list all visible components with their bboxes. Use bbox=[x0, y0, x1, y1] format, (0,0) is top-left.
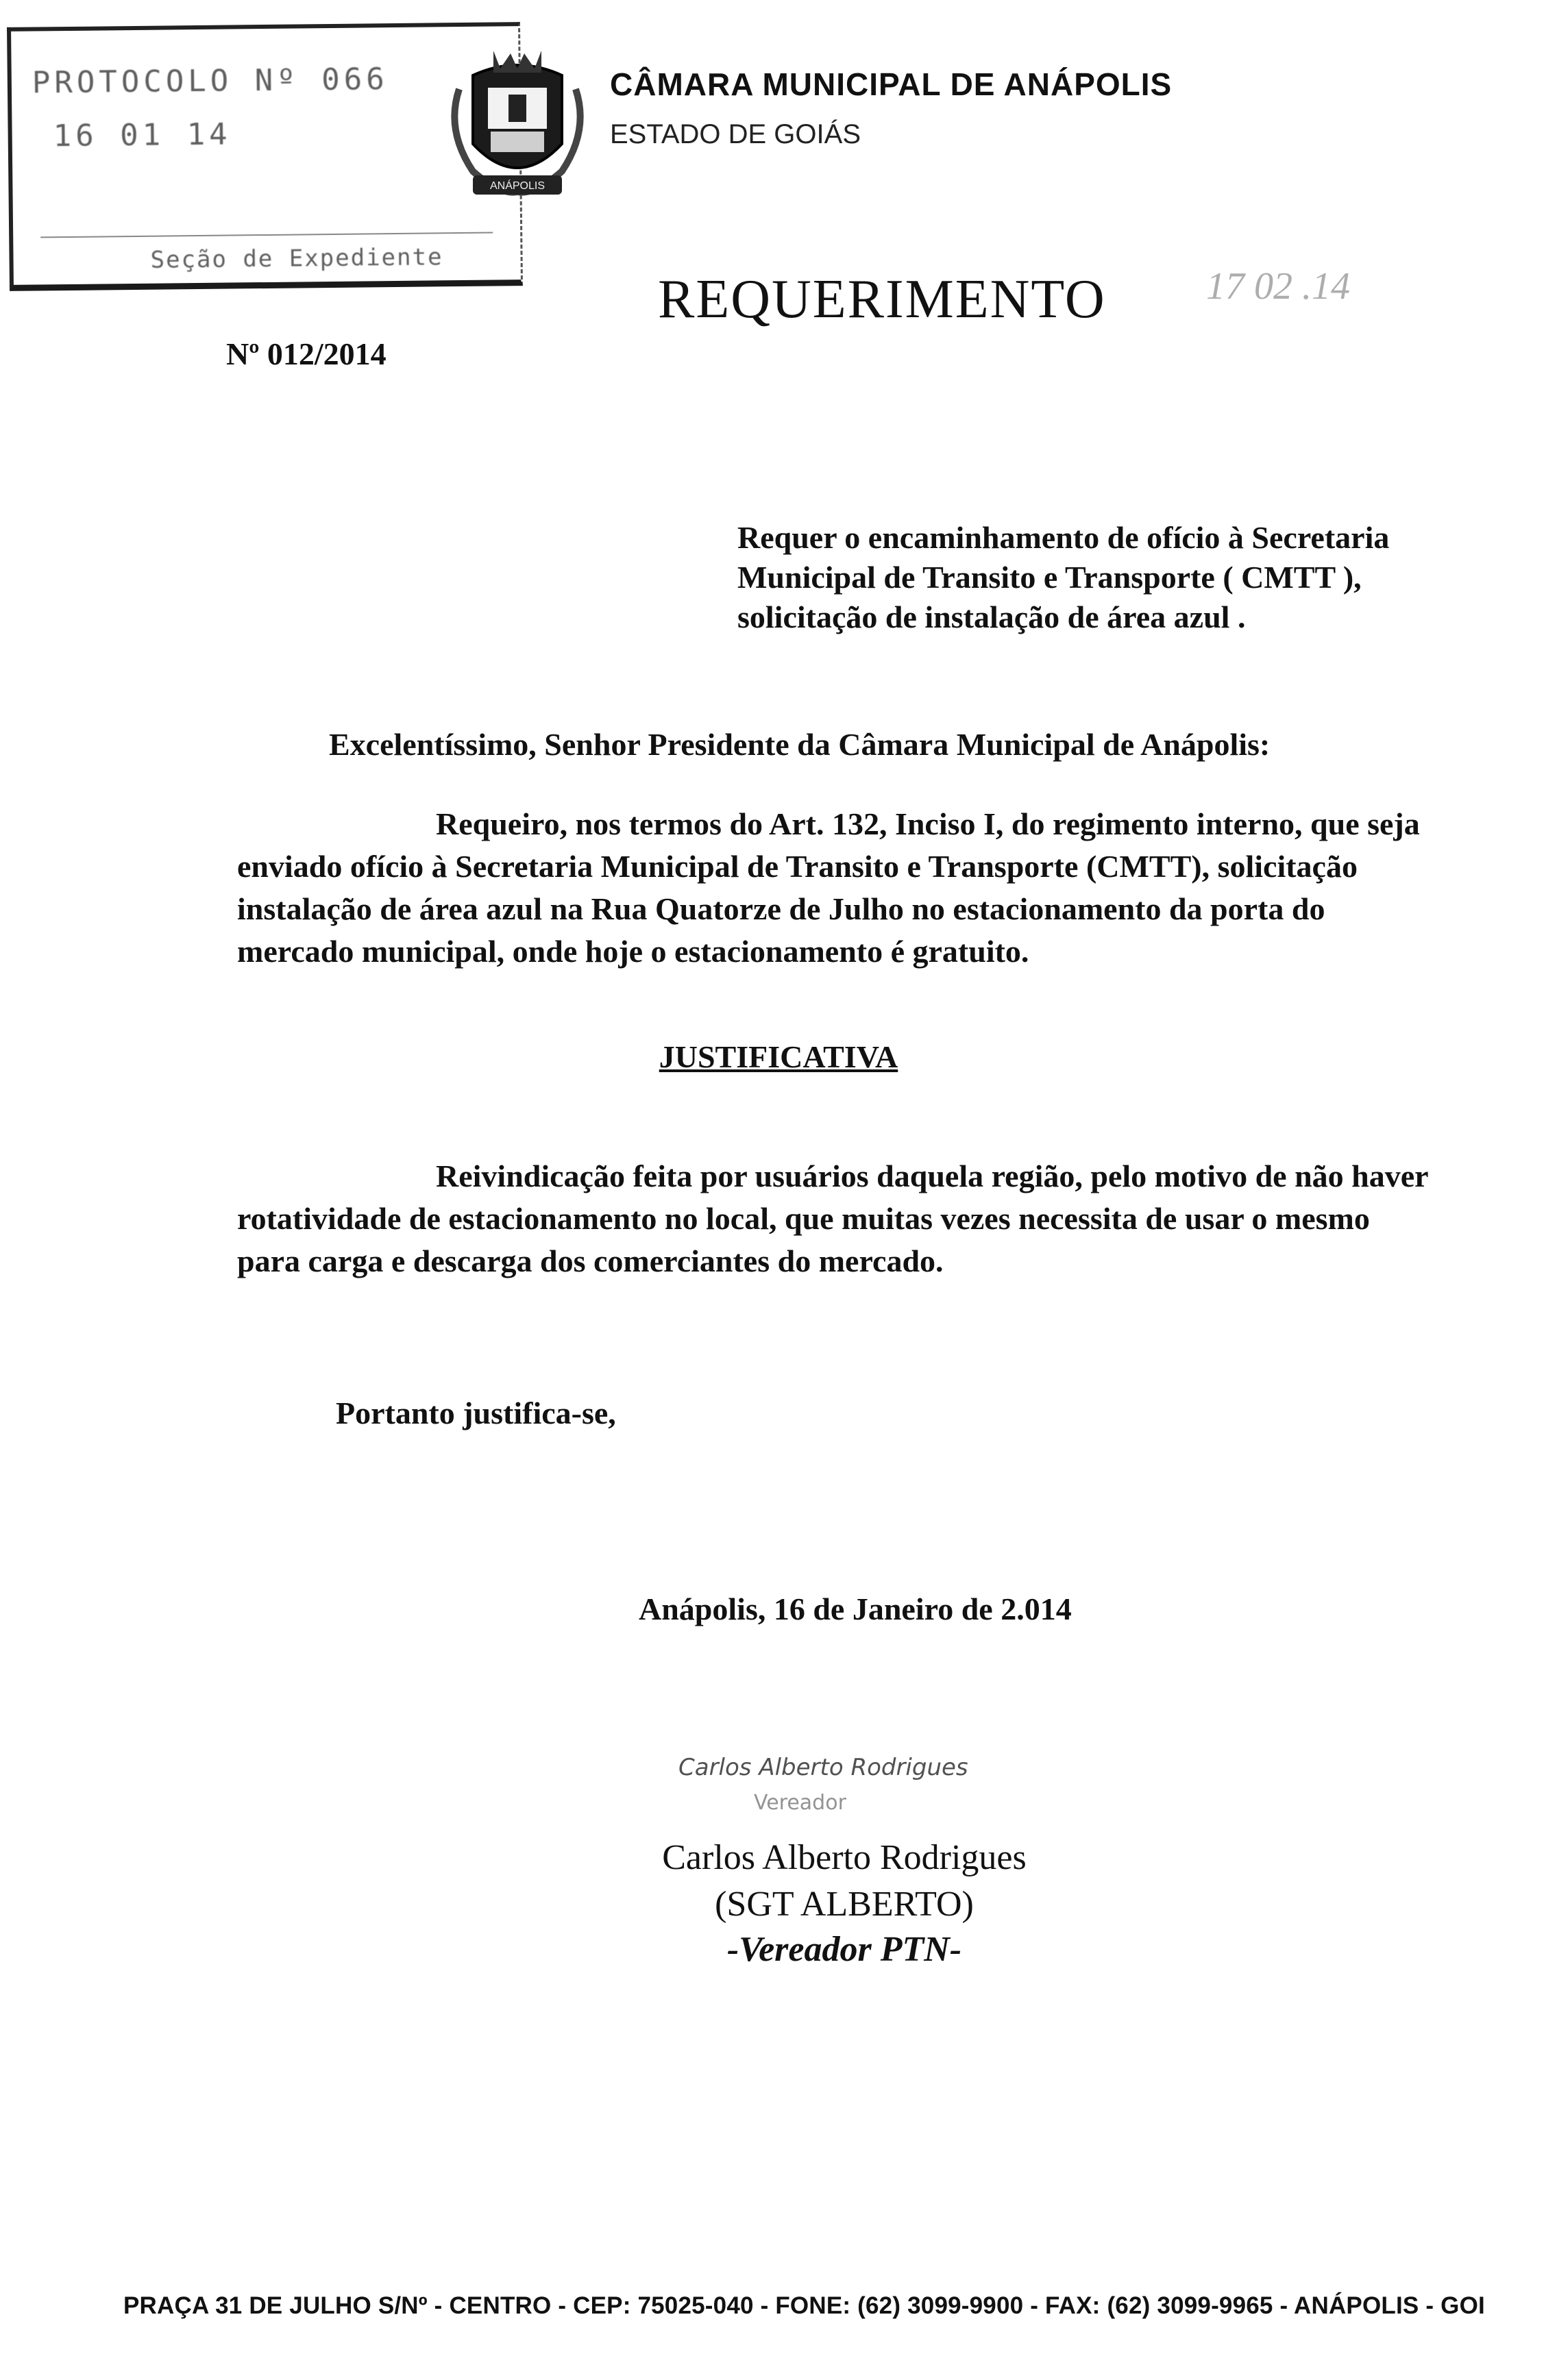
request-paragraph bbox=[237, 803, 1532, 973]
state-name: ESTADO DE GOIÁS bbox=[610, 119, 861, 149]
body-line: mercado municipal, onde hoje o estacionamento é gratuito. bbox=[237, 934, 1029, 969]
signer-role: -Vereador PTN- bbox=[726, 1930, 962, 1969]
institution-name: CÂMARA MUNICIPAL DE ANÁPOLIS bbox=[610, 66, 1173, 102]
signature-stamp-role: Vereador bbox=[754, 1791, 846, 1815]
summary-line: Requer o encaminhamento de ofício à Secretaria bbox=[737, 520, 1390, 555]
stamp-protocol-line: PROTOCOLO Nº 066 bbox=[32, 62, 389, 101]
stamp-date-line: 16 01 14 bbox=[53, 116, 232, 154]
stamp-caption: Seção de Expediente bbox=[150, 243, 443, 274]
summary-line: solicitação de instalação de área azul . bbox=[737, 599, 1246, 634]
signer-name: Carlos Alberto Rodrigues bbox=[662, 1838, 1027, 1877]
justification-line: rotatividade de estacionamento no local, que muitas vezes necessita de usar o mesmo bbox=[237, 1201, 1370, 1236]
handwritten-receipt-date: 17 02 .14 bbox=[1206, 265, 1350, 308]
footer-address: PRAÇA 31 DE JULHO S/Nº - CENTRO - CEP: 75025-040 - FONE: (62) 3099-9900 - FAX: (62) 3099-9965 - ANÁPOLIS - GOI bbox=[123, 2292, 1485, 2319]
justification-line: Reivindicação feita por usuários daquela região, pelo motivo de não haver bbox=[436, 1158, 1429, 1193]
document-title: REQUERIMENTO bbox=[658, 269, 1106, 330]
municipal-coat-of-arms bbox=[445, 48, 589, 206]
body-line: enviado ofício à Secretaria Municipal de Transito e Transporte (CMTT), solicitação bbox=[237, 849, 1358, 884]
body-line: instalação de área azul na Rua Quatorze de Julho no estacionamento da porta do bbox=[237, 891, 1325, 926]
signer-alias: (SGT ALBERTO) bbox=[715, 1885, 974, 1924]
closing-phrase: Portanto justifica-se, bbox=[336, 1396, 616, 1430]
salutation: Excelentíssimo, Senhor Presidente da Câmara Municipal de Anápolis: bbox=[329, 727, 1271, 762]
justification-heading: JUSTIFICATIVA bbox=[659, 1039, 898, 1074]
summary-line: Municipal de Transito e Transporte ( CMTT ), bbox=[737, 560, 1362, 595]
signature-stamp-name: Carlos Alberto Rodrigues bbox=[678, 1754, 968, 1781]
body-line: Requeiro, nos termos do Art. 132, Inciso I, do regimento interno, que seja bbox=[436, 806, 1420, 841]
justification-paragraph bbox=[237, 1155, 1532, 1282]
stamp-underline bbox=[40, 232, 493, 238]
coat-banner-text: ANÁPOLIS bbox=[489, 180, 545, 192]
justification-line: para carga e descarga dos comerciantes do mercado. bbox=[237, 1243, 944, 1278]
place-and-date: Anápolis, 16 de Janeiro de 2.014 bbox=[639, 1591, 1072, 1626]
document-number: Nº 012/2014 bbox=[226, 336, 387, 371]
document-summary bbox=[737, 518, 1498, 637]
